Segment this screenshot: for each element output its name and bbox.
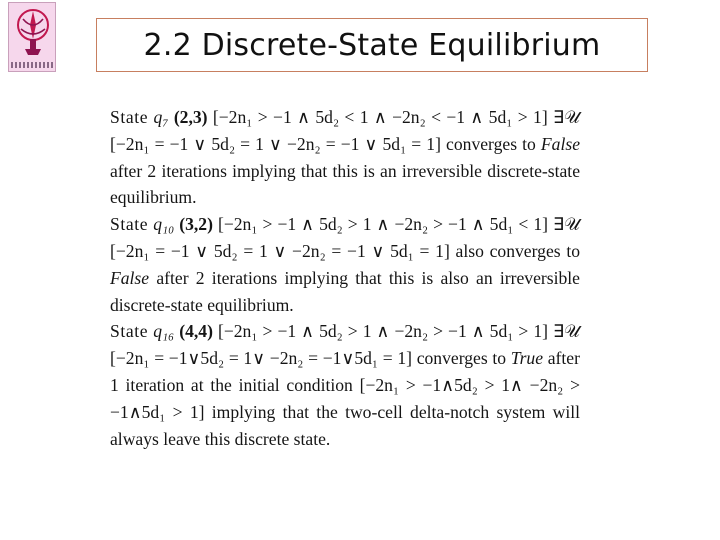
state-variable: q₁₆ [153,321,175,342]
state-condition: [−2n₁ > −1 ∧ 5d₂ < 1 ∧ −2n₂ < −1 ∧ 5d₁ > 1] [212,107,548,127]
result-text-after: after 2 iterations implying that this is an irreversible discrete-state equilibrium. [110,160,580,208]
slide-title: 2.2 Discrete-State Equilibrium [143,27,601,63]
state-condition: [−2n₁ > −1 ∧ 5d₂ > 1 ∧ −2n₂ > −1 ∧ 5d₁ > 1] [217,321,549,342]
paragraph-state-q10 [110,211,580,318]
result-text-before: converges to [446,133,536,154]
state-condition: [−2n₁ > −1 ∧ 5d₂ > 1 ∧ −2n₂ > −1 ∧ 5d₁ < 1] [217,214,549,235]
state-label: State [110,321,149,342]
temporal-operator: ∃𝒰 [553,321,580,342]
state-variable: q₁₀ [153,214,175,235]
target-formula: [−2n₁ = −1∨5d₂ = 1∨ −2n₂ = −1∨5d₁ = 1] [110,348,413,369]
result-value: True [510,348,544,369]
result-text-before: converges to [416,348,507,369]
result-text-mid: after 1 iteration at the initial condition [110,348,580,395]
result-text-after: after 2 iterations implying that this is also an irreversible discrete-state equilibrium. [110,267,580,315]
state-coordinates: (4,4) [179,321,213,342]
logo-wordmark-strip [11,62,53,68]
paragraph-state-q16 [110,318,580,452]
state-variable: q₇ [153,107,169,127]
state-coordinates: (2,3) [173,107,208,127]
state-coordinates: (3,2) [179,214,213,235]
target-formula: [−2n₁ = −1 ∨ 5d₂ = 1 ∨ −2n₂ = −1 ∨ 5d₁ = 1] [110,240,450,261]
initial-condition: [−2n₁ > −1∧5d₂ > 1∧ −2n₂ > −1∧5d₁ > 1] [110,374,580,422]
result-text-before: also converges to [455,240,581,261]
result-value: False [540,133,581,154]
content-body [110,104,580,452]
university-logo [8,2,56,72]
state-label: State [110,107,149,127]
slide-title-box [96,18,648,72]
result-text-after: implying that the two-cell delta-notch system will always leave this discrete state. [110,401,580,449]
result-value: False [110,267,150,288]
torch-emblem-icon [9,5,57,63]
temporal-operator: ∃𝒰 [553,214,580,235]
temporal-operator: ∃𝒰 [553,107,580,127]
target-formula: [−2n₁ = −1 ∨ 5d₂ = 1 ∨ −2n₂ = −1 ∨ 5d₁ = 1] [110,133,441,154]
state-label: State [110,214,149,235]
paragraph-state-q7 [110,104,580,211]
